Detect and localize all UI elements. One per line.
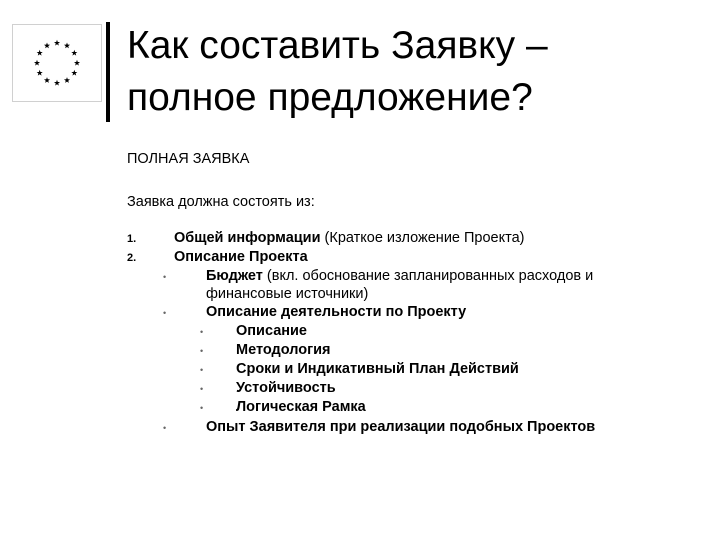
list-number: 1.	[127, 233, 137, 245]
intro-text: Заявка должна состоять из:	[127, 194, 315, 210]
sub-sub-item: Логическая Рамка	[236, 399, 366, 415]
sub-item: Опыт Заявителя при реализации подобных Проектов	[206, 419, 596, 435]
star-icon	[37, 70, 43, 76]
bullet: •	[163, 308, 167, 318]
bullet: •	[163, 423, 167, 433]
star-icon	[64, 42, 70, 48]
list-item-bold: Общей информации	[174, 230, 321, 246]
title-line-2: полное предложение?	[127, 76, 533, 119]
bullet: •	[200, 384, 204, 394]
bullet: •	[163, 272, 167, 282]
sub-item-text: (вкл. обоснование запланированных расходов и	[262, 268, 594, 284]
list-number: 2.	[127, 252, 137, 264]
list-item-bold: Описание Проекта	[174, 249, 308, 265]
sub-item	[206, 267, 593, 286]
star-icon	[64, 77, 70, 83]
star-icon	[54, 80, 60, 86]
page-title	[127, 20, 707, 124]
bullet: •	[200, 403, 204, 413]
sub-item: Описание деятельности по Проекту	[206, 304, 467, 320]
star-icon	[71, 70, 77, 76]
star-icon	[71, 50, 77, 56]
sub-sub-item: Описание	[236, 323, 307, 339]
star-icon	[54, 40, 60, 46]
bullet: •	[200, 365, 204, 375]
sub-sub-item: Сроки и Индикативный План Действий	[236, 361, 519, 377]
star-icon	[44, 42, 50, 48]
list-item	[174, 229, 525, 248]
sub-item-bold: Бюджет	[206, 268, 263, 284]
bullet: •	[200, 346, 204, 356]
section-heading: ПОЛНАЯ ЗАЯВКА	[127, 151, 250, 167]
sub-item-continuation: финансовые источники)	[206, 286, 369, 302]
list-item	[174, 248, 308, 267]
list-item-text: (Краткое изложение Проекта)	[320, 230, 525, 246]
eu-flag-logo	[12, 24, 102, 102]
star-icon	[44, 77, 50, 83]
star-icon	[34, 60, 40, 66]
sub-sub-item: Методология	[236, 342, 331, 358]
star-icon	[37, 50, 43, 56]
star-circle-icon	[13, 25, 101, 101]
title-divider	[106, 22, 110, 122]
title-line-1: Как составить Заявку –	[127, 24, 548, 67]
sub-sub-item: Устойчивость	[236, 380, 336, 396]
star-icon	[74, 60, 80, 66]
bullet: •	[200, 327, 204, 337]
